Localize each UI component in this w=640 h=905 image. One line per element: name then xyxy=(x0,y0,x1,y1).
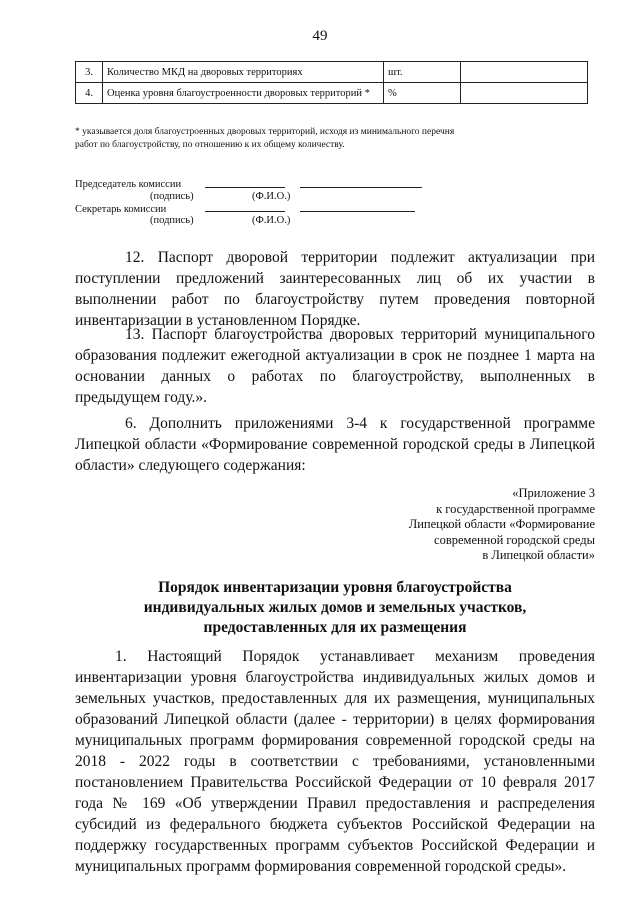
secretary-label: Секретарь комиссии xyxy=(75,204,167,215)
paragraph-6 xyxy=(75,413,595,476)
chair-sign-caption: (подпись) xyxy=(150,191,194,202)
table-row xyxy=(76,62,588,83)
appendix-line: Липецкой области «Формирование xyxy=(408,517,595,531)
appendix-header xyxy=(380,486,595,564)
secretary-sign-caption: (подпись) xyxy=(150,215,194,226)
row-unit: шт. xyxy=(384,62,461,83)
appendix-line: «Приложение 3 xyxy=(512,486,595,500)
secretary-name-line xyxy=(300,211,415,212)
secretary-name-caption: (Ф.И.О.) xyxy=(252,215,291,226)
section-title xyxy=(75,578,595,638)
body-paragraph-1-text: 1. Настоящий Порядок устанавливает механизм проведения инвентаризации уровня благоустройства индивидуальных жилых домов и земельных участков, предоставленных для их размещения, муниципальных образований Липецкой области (далее - территории) в целях формирования муниципальных программ формирования современной городской среды на 2018 - 2022 годы в соответствии с требованиями, установленными постановлением Правительства Российской Федерации от 10 февраля 2017 года № 169 «Об утверждении Правил предоставления и распределения субсидий из федерального бюджета субъектов Российской Федерации на поддержку государственных программ субъектов Российской Федерации и муниципальных программ формирования современной городской среды». xyxy=(75,648,595,875)
section-title-line: индивидуальных жилых домов и земельных участков, xyxy=(143,599,527,616)
appendix-line: в Липецкой области» xyxy=(482,548,595,562)
secretary-signature-line xyxy=(205,211,285,212)
table-footnote: * указывается доля благоустроенных дворовых территорий, исходя из минимального перечня работ по благоустройству, по отношению к их общему количеству. xyxy=(75,127,455,150)
chair-name-line xyxy=(300,187,422,188)
table-row xyxy=(76,83,588,104)
indicators-table xyxy=(75,61,588,104)
row-value xyxy=(461,83,588,104)
chair-label: Председатель комиссии xyxy=(75,179,182,190)
chair-signature-line xyxy=(205,187,285,188)
paragraph-12 xyxy=(75,247,595,331)
appendix-line: к государственной программе xyxy=(436,501,595,516)
row-indicator-name: Количество МКД на дворовых территориях xyxy=(103,62,384,83)
appendix-line: современной городской среды xyxy=(434,532,595,547)
paragraph-12-text: 12. Паспорт дворовой территории подлежит актуализации при поступлении предложений заинтересованных лиц об их участии в выполнении работ по благоустройству путем проведения повторной инвентаризации в установленном Порядке. xyxy=(75,249,595,329)
section-title-line: предоставленных для их размещения xyxy=(203,619,467,636)
paragraph-6-text: 6. Дополнить приложениями 3-4 к государственной программе Липецкой области «Формирование современной городской среды в Липецкой области» следующего содержания: xyxy=(75,415,595,474)
chair-name-caption: (Ф.И.О.) xyxy=(252,191,291,202)
page-number: 49 xyxy=(312,28,328,44)
paragraph-13-text: 13. Паспорт благоустройства дворовых территорий муниципального образования подлежит ежегодной актуализации в срок не позднее 1 марта на основании данных о работах по благоустройству, выполненных в предыдущем году.». xyxy=(75,326,595,406)
body-paragraph-1 xyxy=(75,646,595,877)
row-indicator-name: Оценка уровня благоустроенности дворовых территорий * xyxy=(103,83,384,104)
row-unit: % xyxy=(384,83,461,104)
row-number: 3. xyxy=(76,62,103,83)
row-number: 4. xyxy=(76,83,103,104)
section-title-line: Порядок инвентаризации уровня благоустройства xyxy=(158,579,512,596)
row-value xyxy=(461,62,588,83)
paragraph-13 xyxy=(75,324,595,408)
